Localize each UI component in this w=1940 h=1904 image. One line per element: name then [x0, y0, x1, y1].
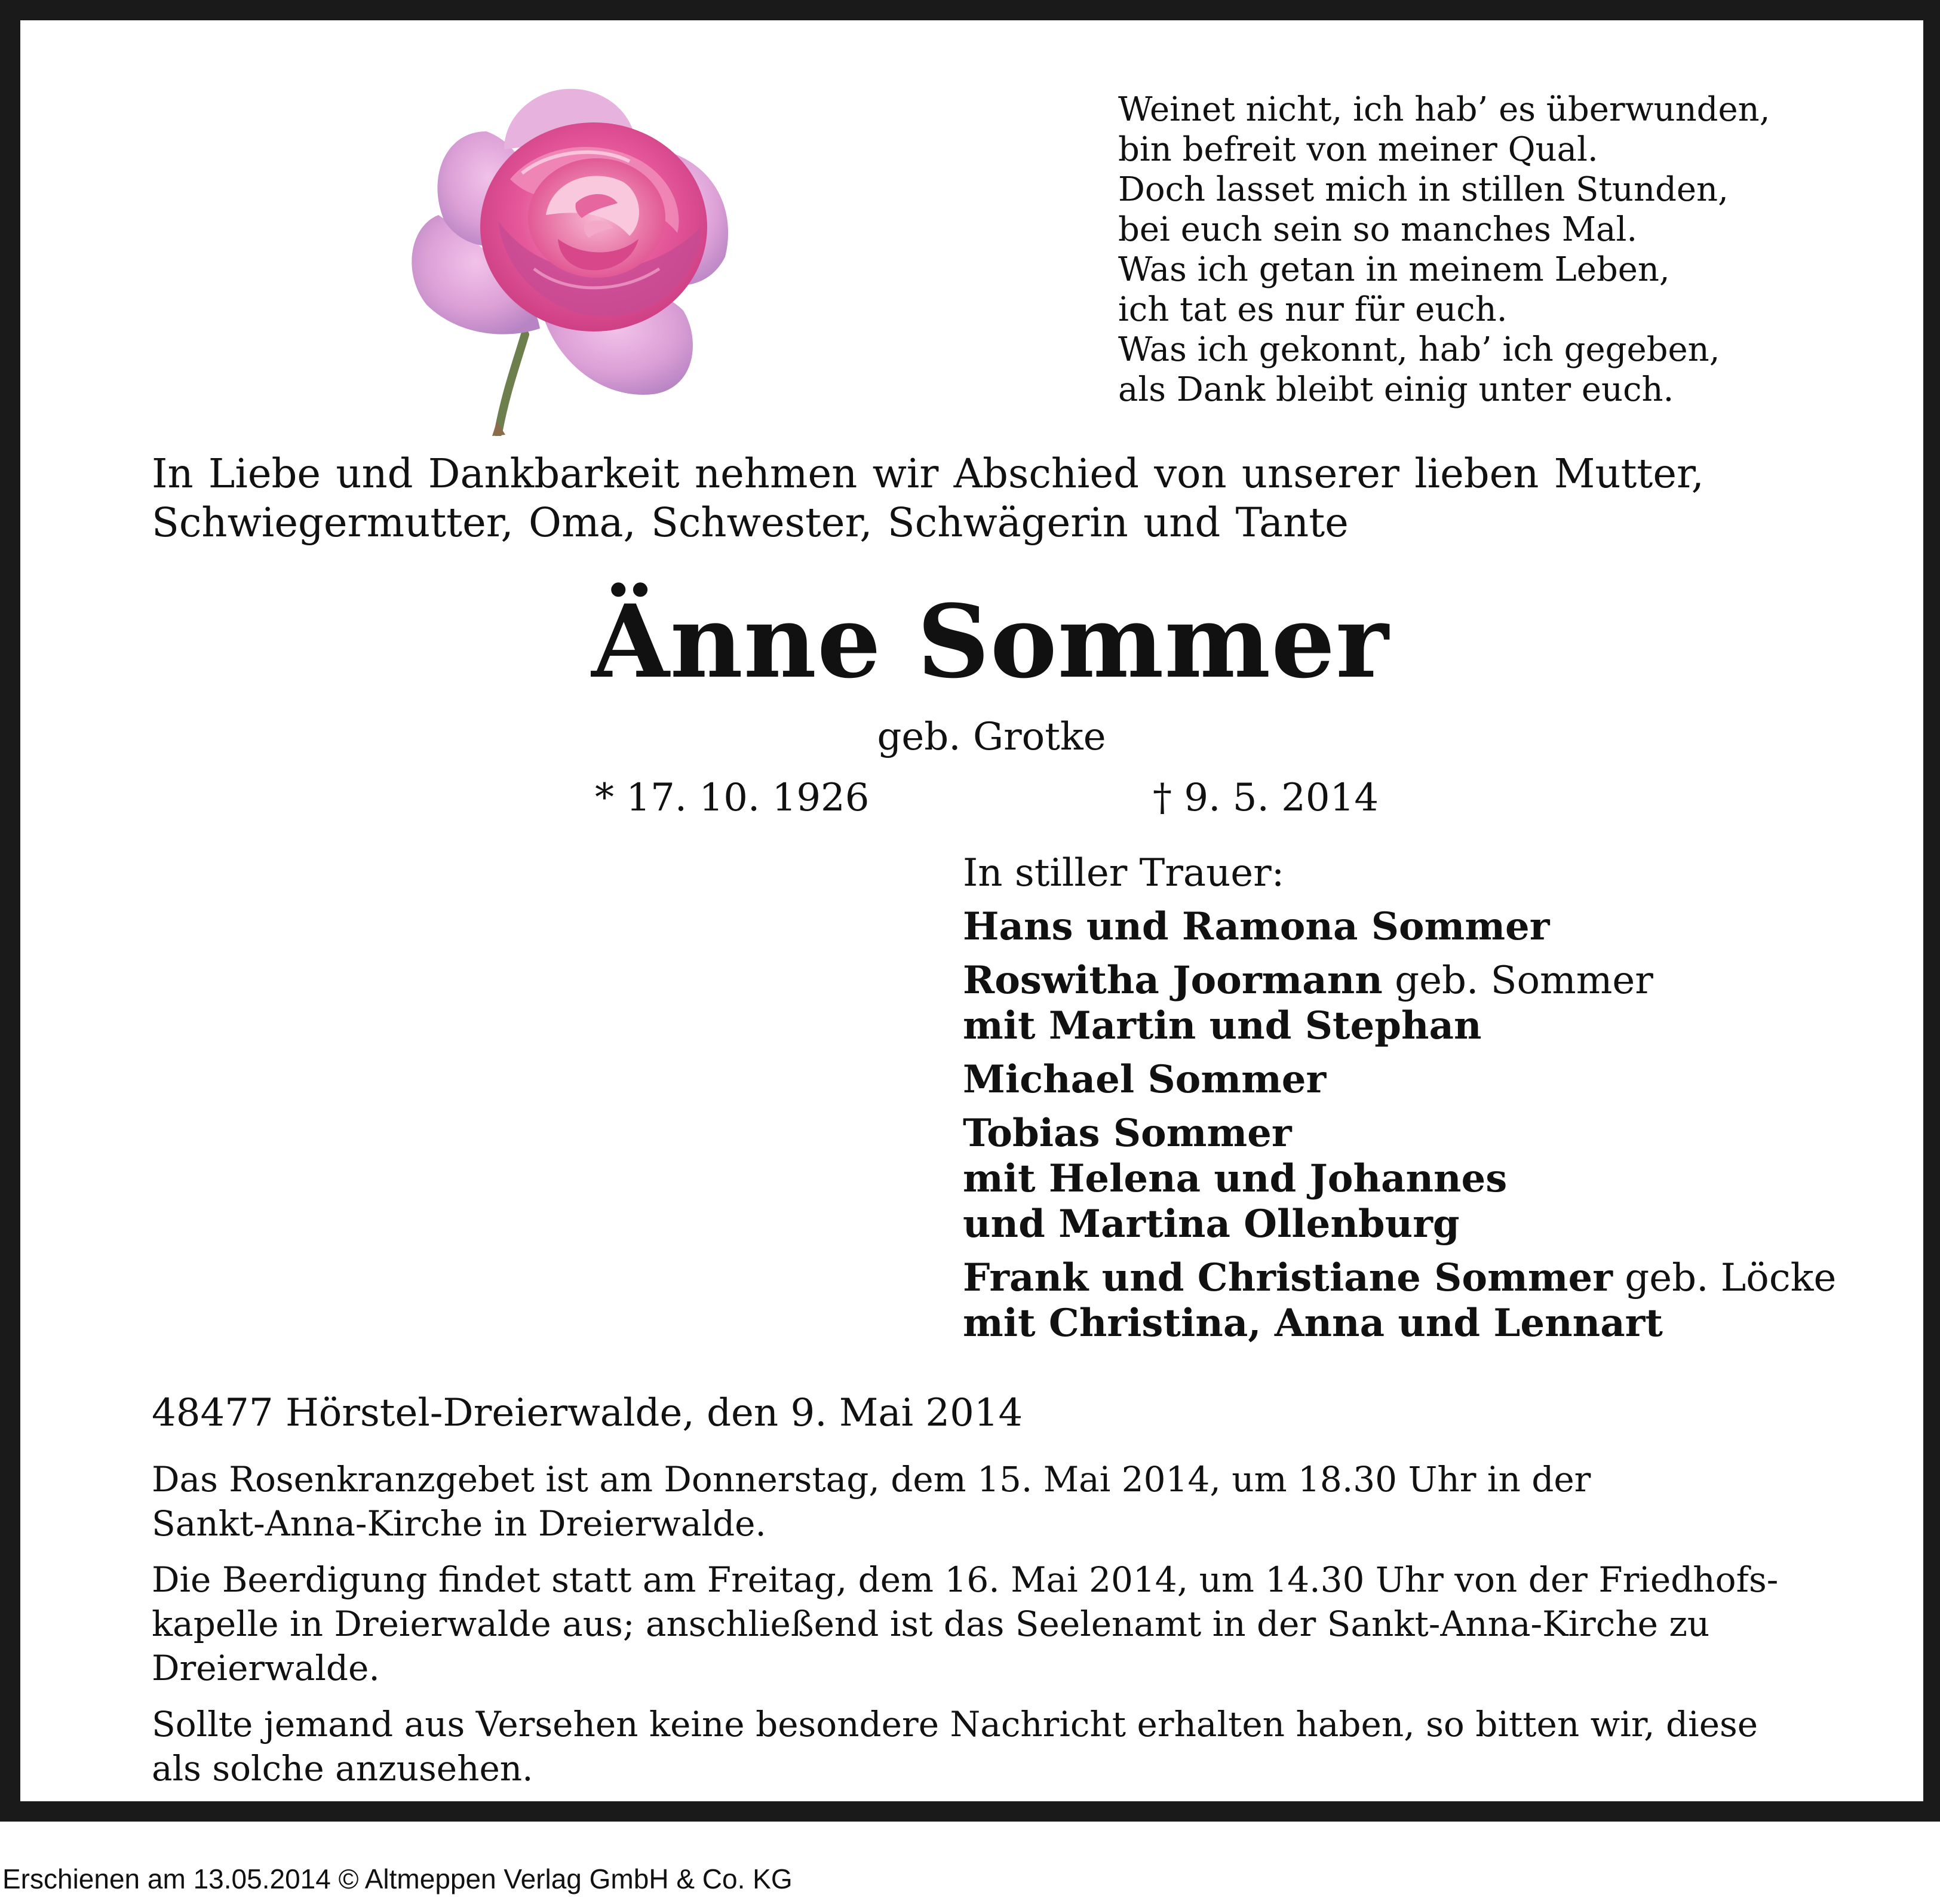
poem-line: als Dank bleibt einig unter euch.: [1118, 370, 1674, 409]
paragraph-line: Dreierwalde.: [152, 1648, 380, 1688]
mourner-maiden: geb. Sommer: [1395, 959, 1653, 1003]
place-date: 48477 Hörstel-Dreierwalde, den 9. Mai 2014: [152, 1391, 1023, 1435]
birth-date: * 17. 10. 1926: [595, 776, 870, 820]
mourner-line: [963, 958, 1847, 1003]
mourners-title: In stiller Trauer:: [963, 851, 1285, 895]
deceased-name: Änne Sommer: [591, 582, 1389, 701]
publication-footer: Erschienen am 13.05.2014 © Altmeppen Verlag GmbH & Co. KG: [2, 1863, 793, 1894]
poem-line: ich tat es nur für euch.: [1118, 290, 1508, 329]
paragraph-line: Das Rosenkranzgebet ist am Donnerstag, dem 15. Mai 2014, um 18.30 Uhr in der: [152, 1459, 1591, 1500]
intro-line: In Liebe und Dankbarkeit nehmen wir Abschied von unserer lieben Mutter,: [152, 450, 1704, 497]
death-date: † 9. 5. 2014: [1153, 776, 1379, 820]
mourner-line: [963, 1255, 1847, 1301]
poem-line: Was ich getan in meinem Leben,: [1118, 250, 1670, 289]
mourner-maiden: geb. Löcke: [1625, 1256, 1837, 1300]
mourners-list: [963, 850, 1847, 1346]
notice-paragraph: [152, 1702, 1828, 1791]
mourner-line: mit Christina, Anna und Lennart: [963, 1301, 1663, 1346]
paragraph-line: als solche anzusehen.: [152, 1748, 533, 1789]
poem-line: Doch lasset mich in stillen Stunden,: [1118, 170, 1729, 209]
mourner-line: mit Helena und Johannes: [963, 1156, 1508, 1201]
poem-line: Was ich gekonnt, hab’ ich gegeben,: [1118, 330, 1720, 369]
funeral-paragraph: [152, 1558, 1828, 1690]
mourner-line: Tobias Sommer: [963, 1111, 1292, 1156]
poem-line: bei euch sein so manches Mal.: [1118, 210, 1638, 249]
maiden-name: geb. Grotke: [877, 715, 1106, 759]
intro-text: [152, 449, 1828, 547]
paragraph-line: Die Beerdigung findet statt am Freitag, dem 16. Mai 2014, um 14.30 Uhr von der Friedhofs-: [152, 1559, 1779, 1600]
paragraph-line: Sollte jemand aus Versehen keine besondere Nachricht erhalten haben, so bitten wir, diese: [152, 1704, 1758, 1745]
mourner-line: Michael Sommer: [963, 1057, 1327, 1102]
intro-line: Schwiegermutter, Oma, Schwester, Schwägerin und Tante: [152, 499, 1349, 546]
poem: [1118, 90, 1895, 410]
poem-line: Weinet nicht, ich hab’ es überwunden,: [1118, 90, 1770, 129]
paragraph-line: kapelle in Dreierwalde aus; anschließend ist das Seelenamt in der Sankt-Anna-Kirche zu: [152, 1604, 1710, 1644]
paragraph-line: Sankt-Anna-Kirche in Dreierwalde.: [152, 1503, 766, 1544]
mourner-name: Roswitha Joormann: [963, 958, 1383, 1003]
mourner-line: und Martina Ollenburg: [963, 1202, 1460, 1246]
rose-image: [403, 78, 749, 436]
mourner-line: Hans und Ramona Sommer: [963, 904, 1550, 949]
rosary-paragraph: [152, 1457, 1828, 1546]
poem-line: bin befreit von meiner Qual.: [1118, 130, 1598, 169]
mourner-name: Frank und Christiane Sommer: [963, 1255, 1613, 1300]
mourner-line: mit Martin und Stephan: [963, 1003, 1482, 1048]
